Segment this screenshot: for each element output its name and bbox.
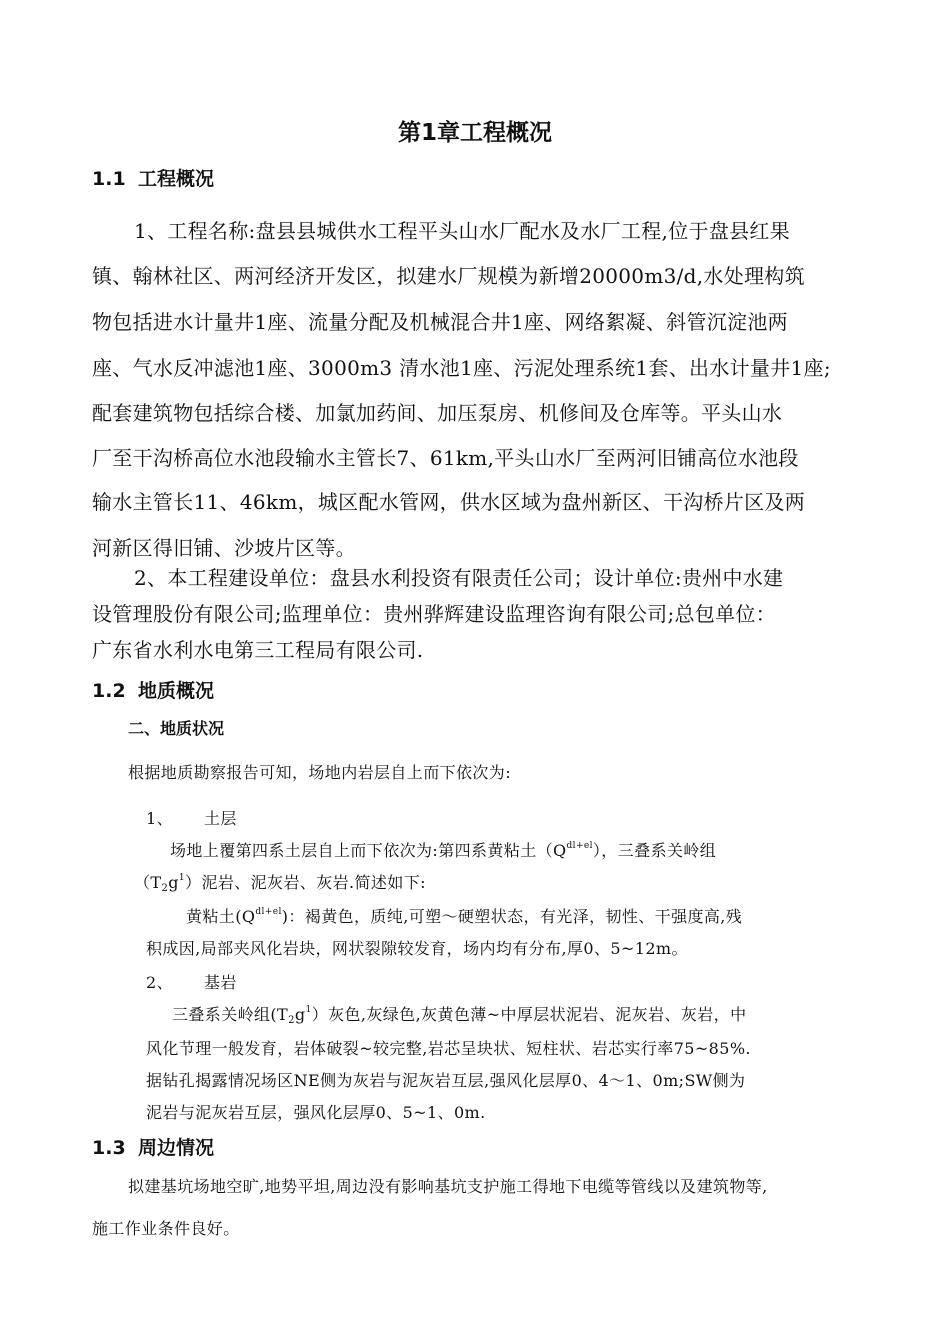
subscript: 2 [161,883,169,894]
superscript: dl+el [255,907,282,917]
paragraph-line: 座、气水反冲滤池1座、3000m3 清水池1座、污泥处理系统1套、出水计量井1座; [92,356,831,380]
section-heading-1-3 [92,1133,214,1160]
paragraph-line: 厂至干沟桥高位水池段输水主管长7、61km,平头山水厂至两河旧铺高位水池段 [92,446,799,470]
paragraph-line: 拟建基坑场地空旷,地势平坦,周边没有影响基坑支护施工得地下电缆等管线以及建筑物等, [128,1177,768,1196]
paragraph-line: 设管理股份有限公司;监理单位：贵州骅辉建设监理咨询有限公司;总包单位： [92,602,776,626]
rock-paragraph-line: 据钻孔揭露情况场区NE侧为灰岩与泥灰岩互层,强风化层厚0、4～1、0m;SW侧为 [146,1071,746,1090]
text-run: （T [134,873,162,892]
paragraph-line: 广东省水利水电第三工程局有限公司. [92,638,424,662]
text-run: ），三叠系关岭组 [592,841,717,860]
paragraph-line: 物包括进水计量井1座、流量分配及机械混合井1座、网络絮凝、斜管沉淀池两 [92,310,788,334]
section-title: 地质概况 [138,680,215,702]
rock-paragraph-line: 泥岩与泥灰岩互层，强风化层厚0、5~1、0m. [146,1103,486,1122]
section-number: 1.2 [92,680,126,702]
list-item-bedrock [146,970,237,993]
clay-paragraph-line [186,904,742,927]
intro-text: 根据地质勘察报告可知，场地内岩层自上而下依次为: [128,763,511,782]
list-item-soil [146,806,237,829]
chapter-title: 第1章工程概况 [397,120,552,146]
section-heading-1-1 [92,164,214,191]
paragraph-line: 输水主管长11、46km，城区配水管网，供水区域为盘州新区、干沟桥片区及两 [92,490,806,514]
superscript: 1 [178,873,186,883]
list-item-label: 基岩 [204,973,237,992]
superscript: dl+el [566,841,593,851]
rock-paragraph-line: 风化节理一般发育，岩体破裂~较完整,岩芯呈块状、短柱状、岩芯实行率75~85%. [146,1039,751,1058]
text-run: )：褐黄色，质纯,可塑～硬塑状态，有光泽，韧性、干强度高,残 [281,907,743,926]
paragraph-line: 镇、翰林社区、两河经济开发区，拟建水厂规模为新增20000m3/d,水处理构筑 [92,264,805,288]
soil-paragraph-line [134,870,426,894]
paragraph-line: 配套建筑物包括综合楼、加氯加药间、加压泵房、机修间及仓库等。平头山水 [92,401,783,425]
section-title: 周边情况 [138,1137,215,1159]
paragraph-line: 施工作业条件良好。 [92,1219,240,1238]
subsection-heading: 二、地质状况 [128,719,225,738]
superscript: 1 [305,1005,312,1015]
section-heading-1-2 [92,676,214,703]
section-title: 工程概况 [138,168,215,190]
section-number: 1.3 [92,1137,126,1159]
paragraph-line: 2、本工程建设单位：盘县水利投资有限责任公司；设计单位:贵州中水建 [134,566,784,590]
text-run: ）灰色,灰绿色,灰黄色薄~中厚层状泥岩、泥灰岩、灰岩，中 [311,1005,747,1024]
list-item-number: 2、 [146,973,173,992]
soil-paragraph-line [170,838,716,861]
list-item-number: 1、 [146,809,173,828]
subscript: 2 [288,1015,295,1026]
text-run: g [294,1005,306,1024]
paragraph-line: 河新区得旧铺、沙坡片区等。 [92,536,356,560]
text-run: 场地上覆第四系土层自上而下依次为:第四系黄粘土（Q [170,841,567,860]
clay-paragraph-line: 积成因,局部夹风化岩块，网状裂隙较发育，场内均有分布,厚0、5~12m。 [146,939,688,958]
text-run: ）泥岩、泥灰岩、灰岩.简述如下: [185,873,426,892]
rock-paragraph-line [172,1002,746,1026]
section-number: 1.1 [92,168,126,190]
text-run: g [168,873,179,892]
paragraph-line: 1、工程名称:盘县县城供水工程平头山水厂配水及水厂工程,位于盘县红果 [134,219,791,243]
text-run: 黄粘土(Q [186,907,256,926]
list-item-label: 土层 [204,809,237,828]
text-run: 三叠系关岭组(T [172,1005,289,1024]
